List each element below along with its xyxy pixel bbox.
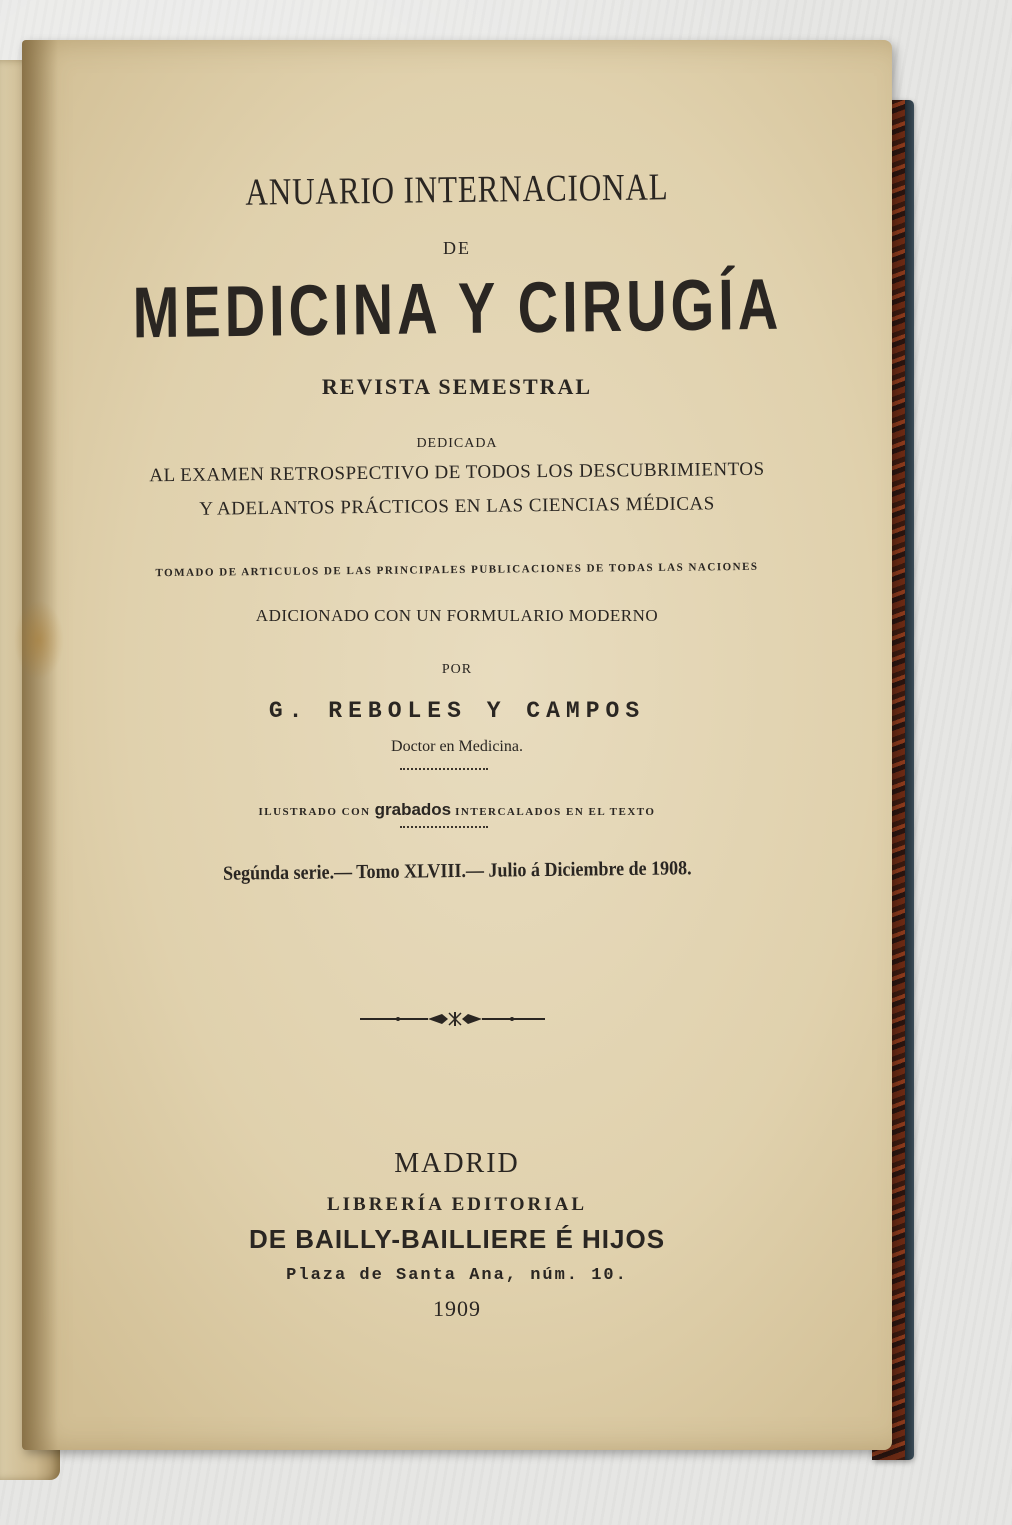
addition-line: ADICIONADO CON UN FORMULARIO MODERNO <box>255 606 659 625</box>
book-cover-edge <box>905 100 914 1460</box>
subtitle: REVISTA SEMESTRAL <box>321 374 593 399</box>
author-title: Doctor en Medicina. <box>391 738 523 755</box>
series-line: Segúnda serie.— Tomo XLVIII.— Julio á Diciembre de 1908. <box>222 857 692 885</box>
purpose-line-2: Y ADELANTOS PRÁCTICOS EN LAS CIENCIAS MÉDICAS <box>199 493 715 520</box>
dedicada-label: DEDICADA <box>416 436 498 451</box>
page-gutter-shadow <box>22 40 58 1450</box>
age-stain <box>14 600 64 680</box>
title-page <box>22 40 892 1450</box>
header-line: ANUARIO INTERNACIONAL <box>245 166 669 214</box>
ornament-divider <box>360 1010 550 1028</box>
source-line: TOMADO DE ARTICULOS DE LAS PRINCIPALES PUBLICACIONES DE TODAS LAS NACIONES <box>155 560 759 580</box>
purpose-line-1: AL EXAMEN RETROSPECTIVO DE TODOS LOS DESCUBRIMIENTOS <box>149 458 765 487</box>
por-label: POR <box>441 662 473 677</box>
publisher-line-2: DE BAILLY-BAILLIERE É HIJOS <box>248 1224 666 1254</box>
author-name: G. REBOLES Y CAMPOS <box>268 698 646 724</box>
publisher-address: Plaza de Santa Ana, núm. 10. <box>286 1266 628 1285</box>
illustrated-line: ILUSTRADO CON grabados INTERCALADOS EN EL TEXTO <box>258 800 656 819</box>
dotted-divider-top <box>400 768 488 770</box>
publication-year: 1909 <box>433 1296 481 1321</box>
main-title: MEDICINA Y CIRUGÍA <box>131 264 783 354</box>
publisher-line-1: LIBRERÍA EDITORIAL <box>326 1194 588 1215</box>
header-de: DE <box>443 238 471 258</box>
city: MADRID <box>394 1148 520 1179</box>
dotted-divider-bottom <box>400 826 488 828</box>
